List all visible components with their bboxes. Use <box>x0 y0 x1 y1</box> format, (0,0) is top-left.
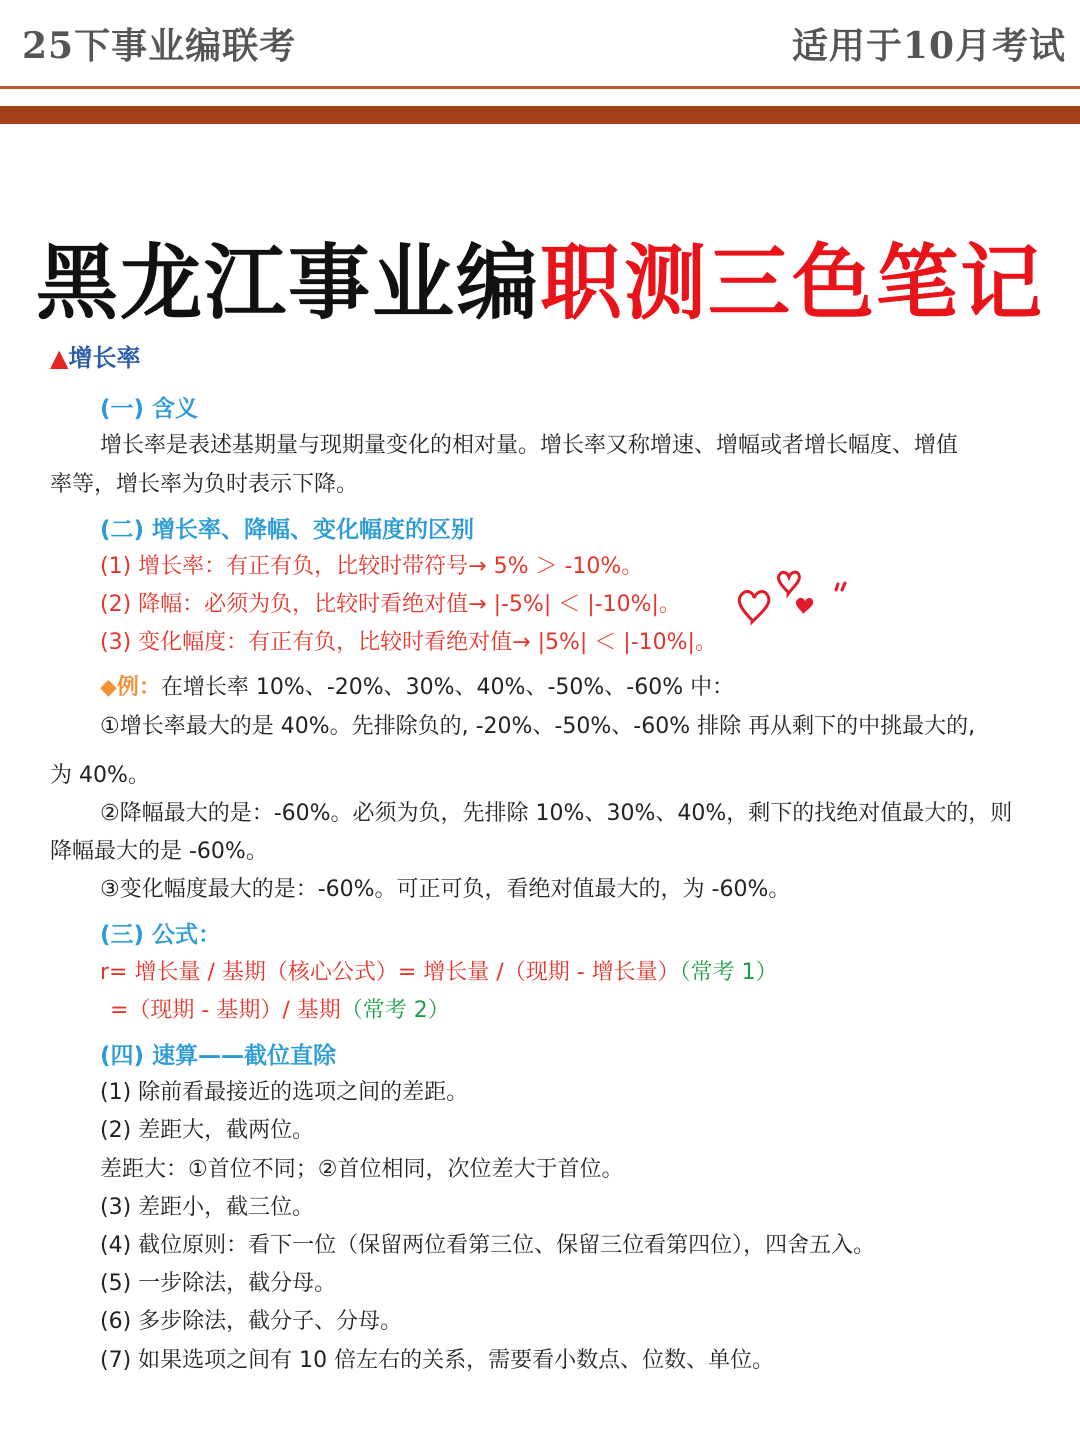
formula-2: =（现期 - 基期）/ 基期 <box>110 998 341 1023</box>
example-marker: ◆例： <box>100 675 161 700</box>
list-item: 差距大：①首位不同；②首位相同，次位差大于首位。 <box>100 1157 624 1182</box>
list-item: (7) 如果选项之间有 10 倍左右的关系，需要看小数点、位数、单位。 <box>100 1348 775 1373</box>
triangle-icon: ▲ <box>50 344 69 372</box>
subheading-quick-calc: (四) 速算——截位直除 <box>100 1043 337 1069</box>
header-right: 适用于10月考试 <box>791 25 1066 67</box>
section-heading <box>50 338 140 373</box>
list-item: (6) 多步除法，截分子、分母。 <box>100 1309 403 1334</box>
header-rule-thin <box>0 86 1080 89</box>
page-title <box>0 218 1080 335</box>
list-item: (5) 一步除法，截分母。 <box>100 1271 337 1296</box>
formula-1-note: （常考 1） <box>679 960 778 985</box>
header-left: 25下事业编联考 <box>22 25 297 67</box>
formula-line-2 <box>110 993 450 1024</box>
example-text: 在增长率 10%、-20%、30%、40%、-50%、-60% 中： <box>160 675 735 700</box>
example-line <box>100 670 734 701</box>
answer-2-line-1: ②降幅最大的是：-60%。必须为负，先排除 10%、30%、40%，剩下的找绝对值最大的，则 <box>100 801 1013 826</box>
formula-2-note: （常考 2） <box>340 998 450 1023</box>
title-part-red: 职测三色笔记 <box>540 236 1045 331</box>
formula-line-1 <box>100 955 778 986</box>
list-item: (3) 差距小，截三位。 <box>100 1195 315 1220</box>
answer-3: ③变化幅度最大的是：-60%。可正可负，看绝对值最大的，为 -60%。 <box>100 877 791 902</box>
subheading-meaning: (一) 含义 <box>100 396 199 422</box>
difference-item-3: (3) 变化幅度：有正有负，比较时看绝对值→ |5%| ＜ |-10%|。 <box>100 630 717 655</box>
formula-1: r= 增长量 / 基期（核心公式）= 增长量 /（现期 - 增长量） <box>100 960 680 985</box>
subheading-formula: (三) 公式： <box>100 922 222 948</box>
meaning-line-1: 增长率是表述基期量与现期量变化的相对量。增长率又称增速、增幅或者增长幅度、增值 <box>100 433 959 458</box>
subheading-difference: (二) 增长率、降幅、变化幅度的区别 <box>100 517 475 543</box>
hearts-doodle-icon <box>728 560 858 640</box>
answer-1-line-1: ①增长率最大的是 40%。先排除负的, -20%、-50%、-60% 排除 再从剩下的中挑最大的, <box>100 714 976 739</box>
list-item: (4) 截位原则：看下一位（保留两位看第三位、保留三位看第四位），四舍五入。 <box>100 1233 876 1258</box>
answer-2-line-2: 降幅最大的是 -60%。 <box>50 839 268 864</box>
list-item: (1) 除前看最接近的选项之间的差距。 <box>100 1080 469 1105</box>
meaning-line-2: 率等，增长率为负时表示下降。 <box>50 472 359 497</box>
title-part-black: 黑龙江事业编 <box>35 236 540 331</box>
answer-1-line-2: 为 40%。 <box>50 763 150 788</box>
list-item: (2) 差距大，截两位。 <box>100 1118 315 1143</box>
section-label: 增长率 <box>68 344 141 372</box>
header-rule-thick <box>0 106 1080 124</box>
difference-item-1: (1) 增长率：有正有负，比较时带符号→ 5% ＞ -10%。 <box>100 554 644 579</box>
difference-item-2: (2) 降幅：必须为负，比较时看绝对值→ |-5%| ＜ |-10%|。 <box>100 592 681 617</box>
